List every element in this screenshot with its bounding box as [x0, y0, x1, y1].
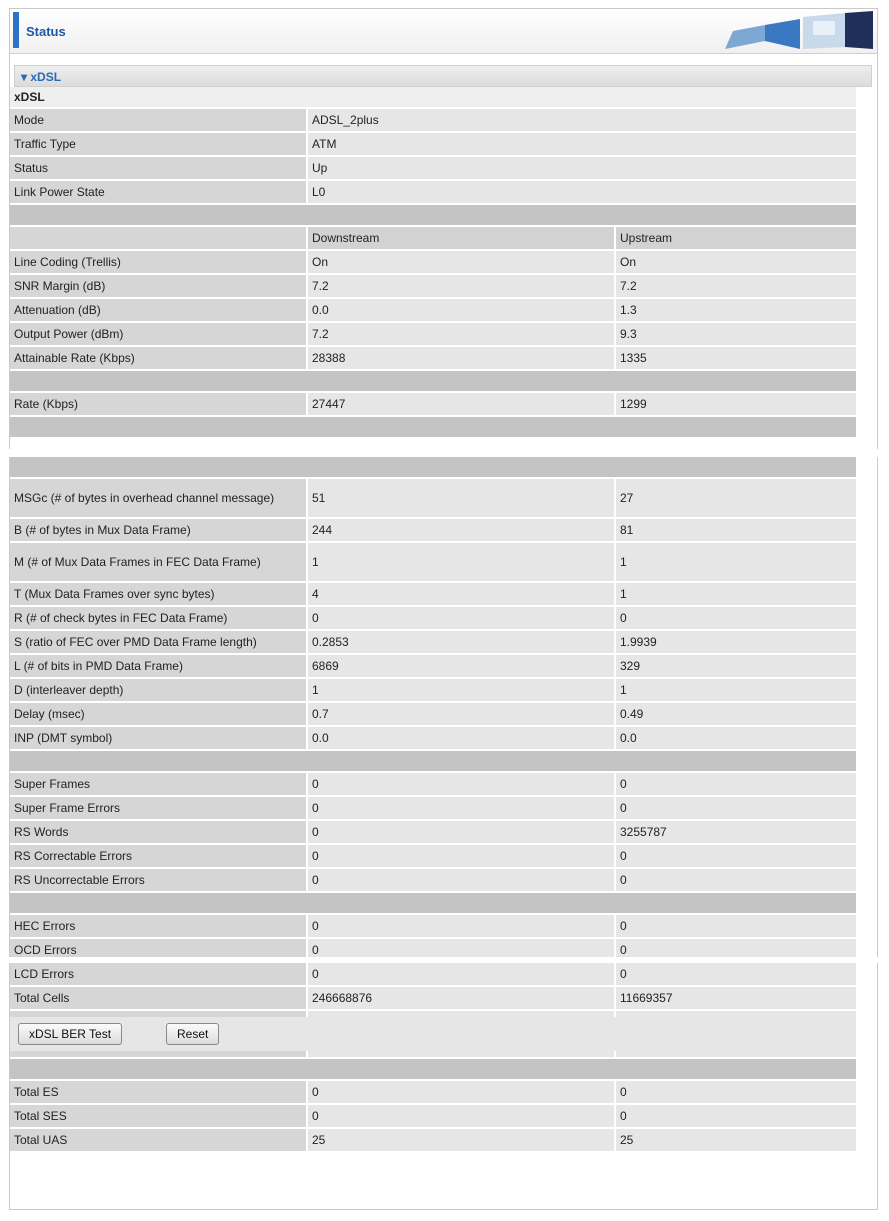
table-row: [10, 347, 856, 371]
table-row: [10, 679, 856, 703]
separator-row: [10, 457, 856, 479]
row-label: Traffic Type: [10, 133, 306, 155]
table-row: [10, 821, 856, 845]
upstream-value: 1335: [616, 347, 856, 369]
downstream-value: 0: [308, 869, 614, 891]
table-title-row: [10, 87, 856, 109]
section-label: ▾ xDSL: [21, 70, 62, 84]
upstream-value: 1299: [616, 393, 856, 415]
downstream-value: 246668876: [308, 987, 614, 1009]
separator-row: [10, 893, 856, 915]
upstream-value: 1: [616, 543, 856, 581]
upstream-value: 0: [616, 915, 856, 937]
row-value: Up: [308, 157, 856, 179]
separator-row: [10, 1059, 856, 1081]
row-label: Total Cells: [10, 987, 306, 1009]
table-row: [10, 797, 856, 821]
downstream-value: 0.2853: [308, 631, 614, 653]
table-row: [10, 607, 856, 631]
upstream-value: 0.0: [616, 727, 856, 749]
downstream-value: 6869: [308, 655, 614, 677]
row-label: Link Power State: [10, 181, 306, 203]
upstream-value: On: [616, 251, 856, 273]
xdsl-ber-test-button[interactable]: xDSL BER Test: [18, 1023, 122, 1045]
row-label: Total UAS: [10, 1129, 306, 1151]
table-row: [10, 181, 856, 205]
upstream-value: 27: [616, 479, 856, 517]
table-row: [10, 393, 856, 417]
header-accent-bar: [13, 12, 19, 48]
upstream-value: 0: [616, 869, 856, 891]
table-row: [10, 157, 856, 181]
table-row: [10, 845, 856, 869]
row-label: RS Correctable Errors: [10, 845, 306, 867]
screenshot-seam: [0, 449, 889, 457]
row-label: OCD Errors: [10, 939, 306, 961]
downstream-value: 0: [308, 939, 614, 961]
table-row: [10, 703, 856, 727]
screenshot-seam: [0, 957, 889, 963]
separator: [10, 371, 856, 391]
row-label: SNR Margin (dB): [10, 275, 306, 297]
downstream-value: 0: [308, 773, 614, 795]
row-label: HEC Errors: [10, 915, 306, 937]
button-bar: [10, 1017, 856, 1051]
upstream-value: 0: [616, 939, 856, 961]
table-row: [10, 655, 856, 679]
downstream-value: 0.0: [308, 727, 614, 749]
separator: [10, 417, 856, 437]
downstream-value: On: [308, 251, 614, 273]
downstream-value: 0: [308, 915, 614, 937]
table-row: [10, 133, 856, 157]
separator: [10, 893, 856, 913]
table-row: [10, 1129, 856, 1153]
row-label: Super Frames: [10, 773, 306, 795]
column-header-row: [10, 227, 856, 251]
separator-row: [10, 417, 856, 439]
separator-row: [10, 205, 856, 227]
upstream-header: Upstream: [616, 227, 856, 249]
downstream-value: 27447: [308, 393, 614, 415]
separator-row: [10, 751, 856, 773]
upstream-value: 329: [616, 655, 856, 677]
downstream-value: 0: [308, 821, 614, 843]
upstream-value: 0.49: [616, 703, 856, 725]
upstream-value: 0: [616, 797, 856, 819]
table-title: xDSL: [10, 87, 856, 107]
downstream-header: Downstream: [308, 227, 614, 249]
table-row: [10, 773, 856, 797]
table-row: [10, 583, 856, 607]
row-label: INP (DMT symbol): [10, 727, 306, 749]
downstream-value: 1: [308, 679, 614, 701]
downstream-value: 0: [308, 607, 614, 629]
upstream-value: 1.3: [616, 299, 856, 321]
table-row: [10, 963, 856, 987]
upstream-value: 0: [616, 963, 856, 985]
row-value: L0: [308, 181, 856, 203]
row-value: ATM: [308, 133, 856, 155]
row-label: Mode: [10, 109, 306, 131]
downstream-value: 0: [308, 963, 614, 985]
upstream-value: 0: [616, 845, 856, 867]
upstream-value: 1.9939: [616, 631, 856, 653]
row-label: R (# of check bytes in FEC Data Frame): [10, 607, 306, 629]
xdsl-status-table: [10, 87, 856, 439]
downstream-value: 1: [308, 543, 614, 581]
table-row: [10, 915, 856, 939]
header-banner-icon: [705, 11, 875, 51]
row-label: Line Coding (Trellis): [10, 251, 306, 273]
downstream-value: 0.7: [308, 703, 614, 725]
row-label: Status: [10, 157, 306, 179]
upstream-value: 0: [616, 1081, 856, 1103]
downstream-value: 244: [308, 519, 614, 541]
table-row: [10, 519, 856, 543]
downstream-value: 0: [308, 1081, 614, 1103]
row-label: Total SES: [10, 1105, 306, 1127]
upstream-value: 25: [616, 1129, 856, 1151]
table-row: [10, 869, 856, 893]
upstream-value: 0: [616, 607, 856, 629]
row-label: Super Frame Errors: [10, 797, 306, 819]
row-label: Delay (msec): [10, 703, 306, 725]
table-row: [10, 109, 856, 133]
xdsl-section-toggle[interactable]: [14, 65, 872, 87]
upstream-value: 81: [616, 519, 856, 541]
downstream-value: 28388: [308, 347, 614, 369]
downstream-value: 0.0: [308, 299, 614, 321]
row-label: Attenuation (dB): [10, 299, 306, 321]
row-label: T (Mux Data Frames over sync bytes): [10, 583, 306, 605]
row-label: Rate (Kbps): [10, 393, 306, 415]
row-label: S (ratio of FEC over PMD Data Frame length): [10, 631, 306, 653]
row-value: ADSL_2plus: [308, 109, 856, 131]
separator: [10, 1059, 856, 1079]
row-label: Output Power (dBm): [10, 323, 306, 345]
table-row: [10, 1081, 856, 1105]
table-row: [10, 727, 856, 751]
row-label: Total ES: [10, 1081, 306, 1103]
row-label: RS Words: [10, 821, 306, 843]
table-row: [10, 323, 856, 347]
downstream-value: 4: [308, 583, 614, 605]
panel-header: [10, 9, 877, 54]
row-label: M (# of Mux Data Frames in FEC Data Frame): [10, 543, 306, 581]
reset-button[interactable]: Reset: [166, 1023, 219, 1045]
downstream-value: 7.2: [308, 275, 614, 297]
upstream-value: 1: [616, 583, 856, 605]
upstream-value: 9.3: [616, 323, 856, 345]
row-label: Attainable Rate (Kbps): [10, 347, 306, 369]
downstream-value: 25: [308, 1129, 614, 1151]
upstream-value: 1: [616, 679, 856, 701]
row-label: MSGc (# of bytes in overhead channel message): [10, 479, 306, 517]
table-row: [10, 1105, 856, 1129]
table-row: [10, 275, 856, 299]
row-label: RS Uncorrectable Errors: [10, 869, 306, 891]
upstream-value: 3255787: [616, 821, 856, 843]
table-row: [10, 479, 856, 519]
row-label: L (# of bits in PMD Data Frame): [10, 655, 306, 677]
upstream-value: 7.2: [616, 275, 856, 297]
header-blank: [10, 227, 306, 249]
upstream-value: 0: [616, 1105, 856, 1127]
separator: [10, 205, 856, 225]
upstream-value: 11669357: [616, 987, 856, 1009]
row-label: LCD Errors: [10, 963, 306, 985]
row-label: D (interleaver depth): [10, 679, 306, 701]
page-title: Status: [26, 24, 66, 39]
upstream-value: 0: [616, 773, 856, 795]
table-row: [10, 299, 856, 323]
separator-row: [10, 371, 856, 393]
downstream-value: 51: [308, 479, 614, 517]
row-label: B (# of bytes in Mux Data Frame): [10, 519, 306, 541]
downstream-value: 0: [308, 797, 614, 819]
downstream-value: 0: [308, 845, 614, 867]
separator: [10, 751, 856, 771]
separator: [10, 457, 856, 477]
downstream-value: 7.2: [308, 323, 614, 345]
table-row: [10, 631, 856, 655]
table-row: [10, 987, 856, 1011]
downstream-value: 0: [308, 1105, 614, 1127]
table-row: [10, 251, 856, 275]
table-row: [10, 543, 856, 583]
